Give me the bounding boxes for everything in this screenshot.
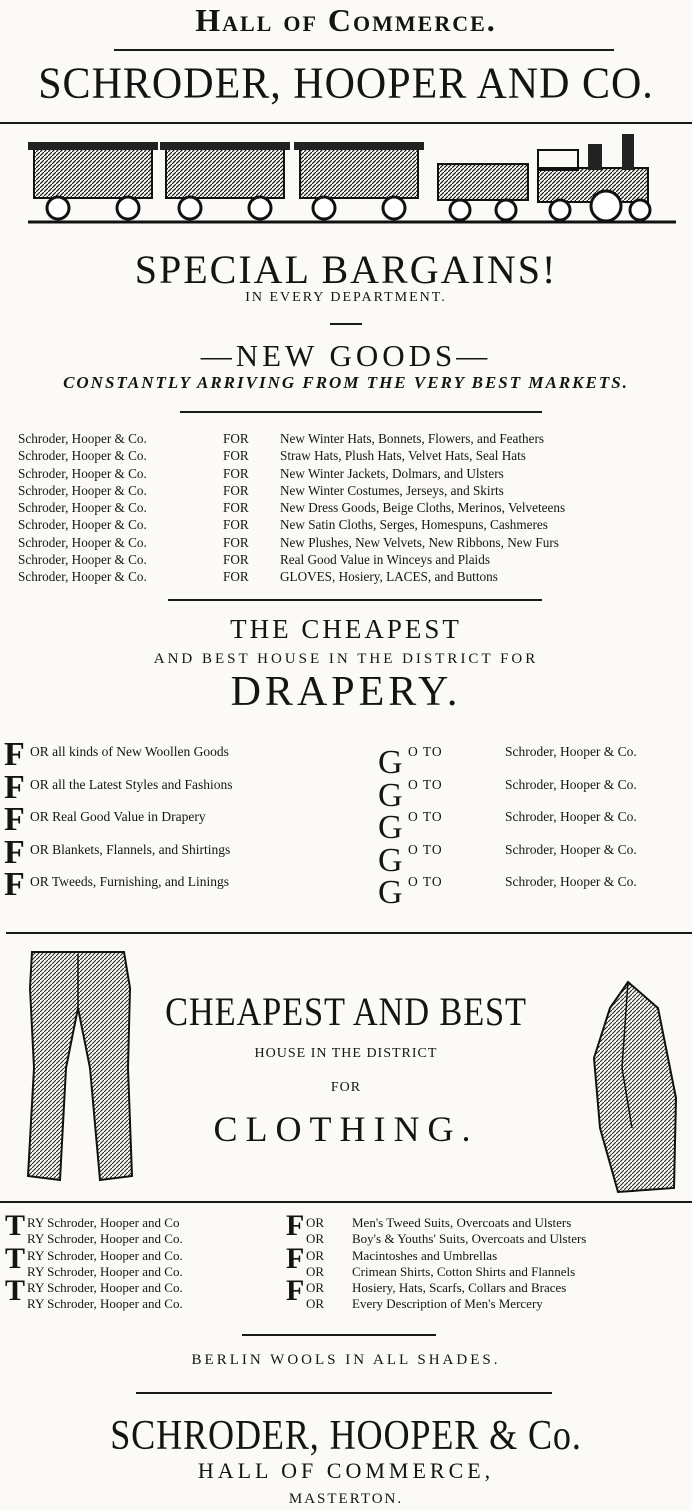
clothing-list [0, 1209, 692, 1313]
special-bargains-heading: SPECIAL BARGAINS! [134, 247, 558, 292]
for-text: FOR [330, 1080, 362, 1095]
drop-cap: F [286, 1209, 305, 1242]
list-item: Schroder, Hooper & Co. FOR New Winter Jackets, Dolmars, and Ulsters [18, 465, 504, 481]
divider [168, 599, 542, 601]
footer-hall-text: HALL OF COMMERCE, [197, 1458, 495, 1483]
drapery-heading: DRAPERY. [230, 669, 462, 715]
berlin-wools-text: BERLIN WOOLS IN ALL SHADES. [191, 1352, 501, 1368]
list-item: Schroder, Hooper & Co. FOR New Dress Goods, Beige Cloths, Merinos, Velveteens [18, 500, 566, 516]
clothing-heading: CLOTHING. [213, 1109, 479, 1149]
list-item: F OR Blankets, Flannels, and Shirtings G O TO Schroder, Hooper & Co. [4, 833, 637, 879]
every-department-text: IN EVERY DEPARTMENT. [245, 290, 447, 305]
drop-cap: G [378, 874, 403, 911]
masthead-hall-title: Hall of Commerce. [195, 2, 497, 38]
drop-cap: F [286, 1274, 305, 1308]
drop-cap: T [5, 1274, 26, 1308]
divider [0, 1201, 692, 1203]
train-illustration [28, 128, 676, 228]
drop-cap: G [378, 809, 403, 846]
divider [180, 411, 542, 413]
drop-cap: G [378, 776, 403, 814]
drop-cap: G [378, 744, 403, 781]
list-item: Schroder, Hooper & Co. FOR New Plushes, New Velvets, New Ribbons, New Furs [18, 534, 559, 550]
list-item: RY Schroder, Hooper and Co. OR Every Description of Men's Mercery [27, 1296, 543, 1312]
carriage-1 [28, 142, 158, 219]
best-house-text: AND BEST HOUSE IN THE DISTRICT FOR [153, 651, 539, 667]
trousers-illustration [20, 948, 138, 1188]
footer-town-text: MASTERTON. [288, 1491, 404, 1507]
tender [438, 164, 528, 220]
drop-cap: F [4, 833, 25, 871]
list-item: F OR all kinds of New Woollen Goods G O TO Schroder, Hooper & Co. [4, 736, 637, 781]
carriage-3 [294, 142, 424, 219]
drop-cap: F [4, 866, 25, 903]
constantly-arriving-text: CONSTANTLY ARRIVING FROM THE VERY BEST MARKETS. [63, 373, 629, 392]
locomotive [538, 134, 650, 221]
list-item: Schroder, Hooper & Co. FOR Straw Hats, Plush Hats, Velvet Hats, Seal Hats [18, 448, 526, 464]
divider [114, 49, 614, 51]
the-cheapest-heading: THE CHEAPEST [230, 614, 462, 644]
drop-cap: F [4, 801, 25, 838]
list-item: RY Schroder, Hooper and Co. OR Boy's & Youths' Suits, Overcoats and Ulsters [27, 1231, 587, 1247]
list-item: Schroder, Hooper & Co. FOR New Winter Hats, Bonnets, Flowers, and Feathers [18, 431, 545, 446]
new-goods-list [18, 430, 690, 586]
drop-cap: F [4, 736, 25, 773]
carriage-2 [160, 142, 290, 219]
list-item: F OR Real Good Value in Drapery G O TO Schroder, Hooper & Co. [4, 801, 637, 846]
divider [6, 932, 692, 934]
list-item: Schroder, Hooper & Co. FOR New Satin Cloths, Serges, Homespuns, Cashmeres [18, 517, 548, 533]
divider [0, 122, 692, 124]
list-item: Schroder, Hooper & Co. FOR New Winter Costumes, Jerseys, and Skirts [18, 482, 504, 498]
list-item: T RY Schroder, Hooper and Co. F OR Macintoshes and Umbrellas [5, 1241, 498, 1275]
house-in-district-text: HOUSE IN THE DISTRICT [254, 1046, 438, 1061]
cheapest-and-best-heading: CHEAPEST AND BEST [165, 989, 527, 1034]
drop-cap: G [378, 841, 403, 879]
list-item: F OR all the Latest Styles and Fashions G O TO Schroder, Hooper & Co. [4, 768, 637, 814]
new-goods-heading: —NEW GOODS— [200, 338, 492, 373]
divider [136, 1392, 552, 1394]
list-item: RY Schroder, Hooper and Co. OR Crimean Shirts, Cotton Shirts and Flannels [27, 1263, 576, 1279]
drop-cap: F [286, 1241, 305, 1275]
drapery-list [0, 736, 692, 911]
drop-cap: T [5, 1209, 26, 1242]
drop-cap: T [5, 1241, 26, 1275]
divider [242, 1334, 436, 1336]
list-item: T RY Schroder, Hooper and Co F OR Men's Tweed Suits, Overcoats and Ulsters [5, 1209, 572, 1242]
divider [330, 323, 362, 325]
masthead-firm-name: SCHRODER, HOOPER AND CO. [38, 59, 654, 109]
list-item: Schroder, Hooper & Co. FOR Real Good Value in Winceys and Plaids [18, 552, 490, 568]
footer-firm-name: SCHRODER, HOOPER & Co. [110, 1413, 582, 1459]
list-item: F OR Tweeds, Furnishing, and Linings G O TO Schroder, Hooper & Co. [4, 866, 637, 911]
list-item: Schroder, Hooper & Co. FOR GLOVES, Hosiery, LACES, and Buttons [18, 569, 498, 585]
drop-cap: F [4, 768, 25, 806]
list-item: T RY Schroder, Hooper and Co. F OR Hosiery, Hats, Scarfs, Collars and Braces [5, 1274, 567, 1308]
